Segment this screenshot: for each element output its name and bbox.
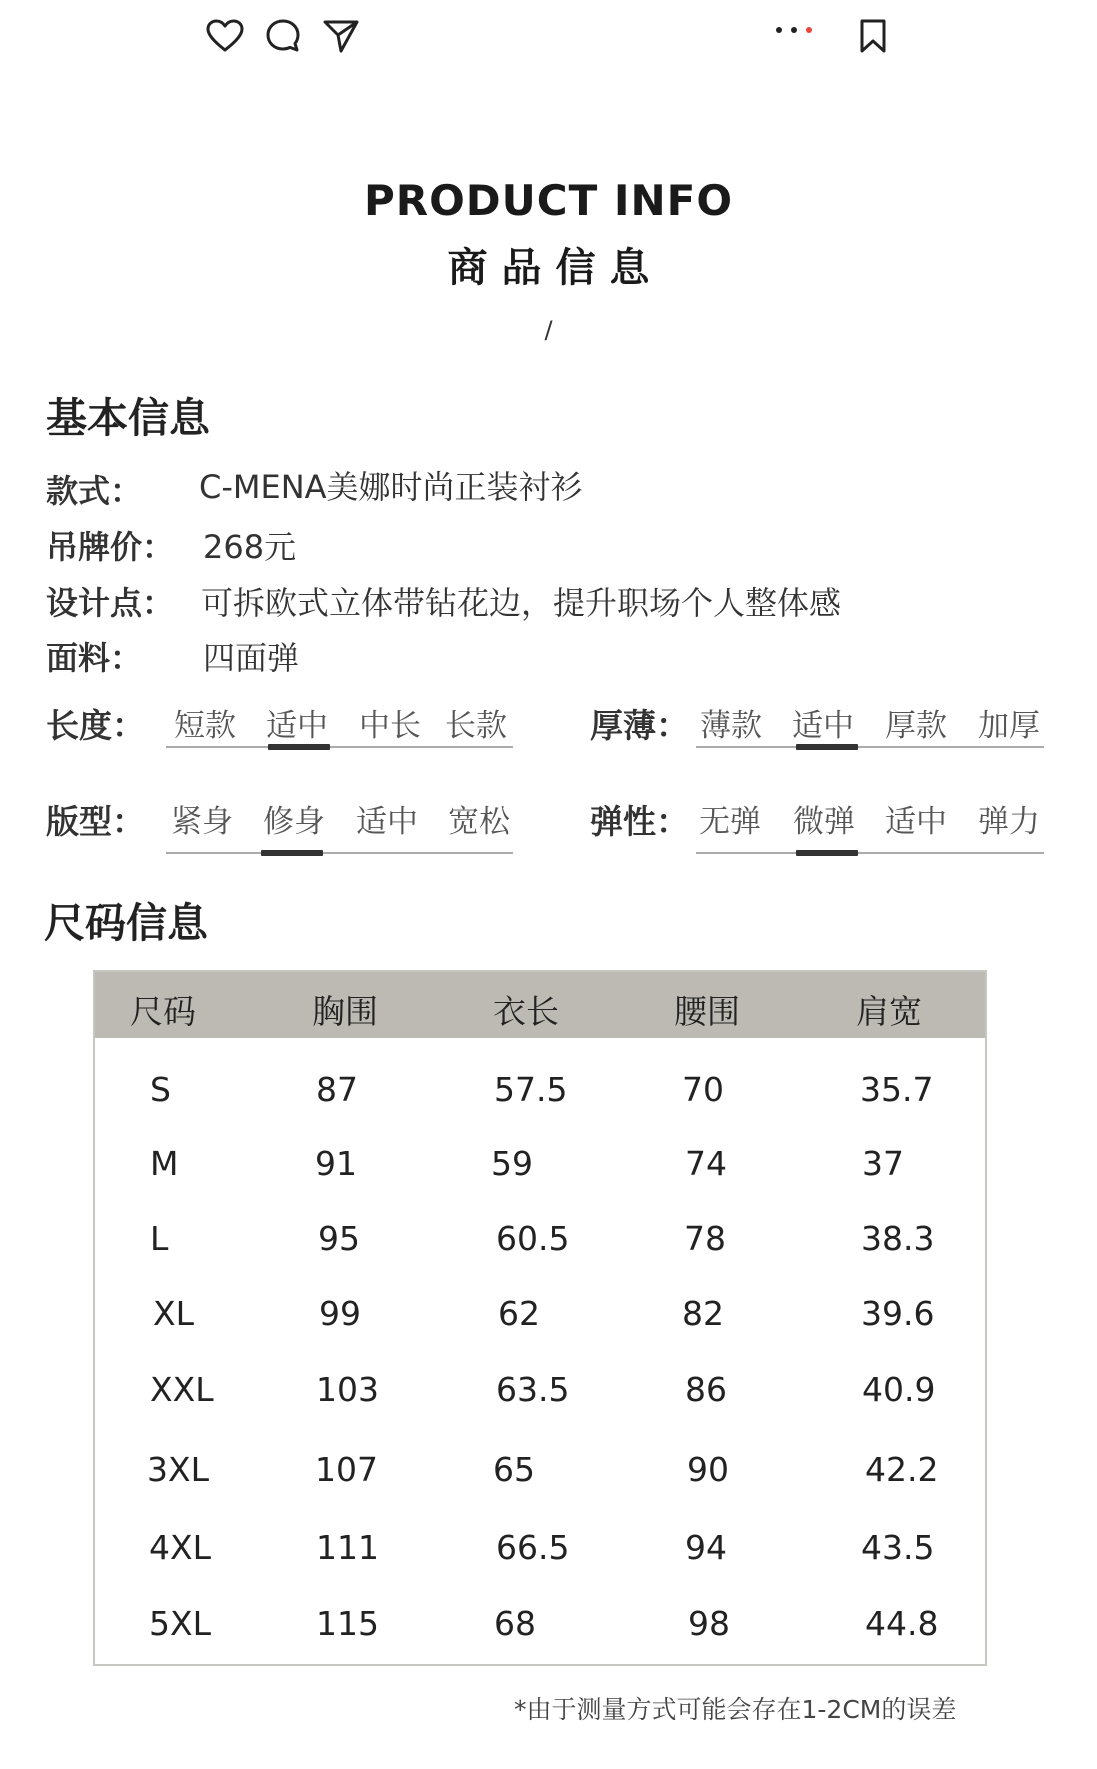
scale-option: 加厚 [978,708,1040,744]
cell-shoulder: 39.6 [861,1294,935,1333]
basic-info-title: 基本信息 [46,394,210,442]
scale-option: 宽松 [448,804,510,840]
table-header [95,972,985,1038]
bookmark-icon[interactable] [851,14,895,58]
scale-option: 适中 [885,804,947,840]
cell-shoulder: 43.5 [861,1528,935,1567]
scale-track [166,746,513,748]
product-info-subtitle: 商品信息 [447,245,664,291]
stretch-scale [590,796,1050,856]
info-value: 可拆欧式立体带钻花边，提升职场个人整体感 [201,584,842,622]
scale-option: 弹力 [978,804,1040,840]
cell-shoulder: 44.8 [865,1604,939,1643]
dot [776,27,782,33]
cell-length: 62 [498,1294,540,1333]
cell-chest: 99 [319,1294,361,1333]
header-chest: 胸围 [312,992,378,1031]
header-shoulder: 肩宽 [856,992,922,1031]
cell-chest: 103 [316,1370,379,1409]
cell-length: 59 [491,1144,533,1183]
scale-option: 紧身 [171,804,233,840]
scale-option: 适中 [266,708,328,744]
cell-shoulder: 42.2 [865,1450,939,1489]
size-table [93,970,987,1666]
header-size: 尺码 [130,992,196,1031]
cell-chest: 95 [318,1219,360,1258]
info-row-design [46,578,1046,624]
scale-option: 长款 [445,708,507,744]
info-label: 设计点： [46,584,175,622]
cell-shoulder: 35.7 [860,1070,934,1109]
info-value: 268元 [203,528,297,566]
cell-waist: 78 [684,1219,726,1258]
cell-chest: 115 [316,1604,379,1643]
comment-icon[interactable] [261,14,305,58]
cell-shoulder: 37 [862,1144,904,1183]
cell-chest: 107 [315,1450,378,1489]
cell-length: 65 [493,1450,535,1489]
scale-track [696,852,1044,854]
cell-waist: 94 [685,1528,727,1567]
header-waist: 腰围 [674,992,740,1031]
scale-option: 适中 [792,708,854,744]
info-row-price [46,522,1046,568]
scale-label: 版型： [46,802,145,841]
thickness-scale [590,700,1050,760]
share-icon[interactable] [319,14,363,58]
scale-label: 弹性： [590,802,689,841]
info-value: 四面弹 [203,639,300,677]
info-label: 吊牌价： [46,528,175,566]
fit-scale [46,796,516,856]
scale-option: 薄款 [700,708,762,744]
info-label: 面料： [46,639,143,677]
cell-size: S [150,1070,171,1109]
cell-size: 3XL [147,1450,209,1489]
cell-length: 60.5 [496,1219,570,1258]
cell-length: 57.5 [494,1070,568,1109]
size-info-title: 尺码信息 [44,899,208,947]
heart-icon[interactable] [203,14,247,58]
cell-waist: 98 [688,1604,730,1643]
scale-marker [268,744,330,750]
divider-slash: / [544,316,553,344]
cell-chest: 91 [315,1144,357,1183]
cell-size: 4XL [149,1528,211,1567]
scale-option: 无弹 [699,804,761,840]
measurement-footnote: *由于测量方式可能会存在1-2CM的误差 [514,1695,957,1724]
product-info-title: PRODUCT INFO [363,176,734,225]
cell-waist: 86 [685,1370,727,1409]
cell-chest: 111 [316,1528,379,1567]
scale-option: 适中 [356,804,418,840]
top-toolbar [0,0,1097,80]
scale-marker [261,850,323,856]
info-row-fabric [46,633,1046,679]
cell-chest: 87 [316,1070,358,1109]
scale-option: 厚款 [885,708,947,744]
cell-length: 63.5 [496,1370,570,1409]
cell-size: XL [153,1294,194,1333]
dot-indicator [806,27,812,33]
cell-size: M [150,1144,179,1183]
cell-size: L [150,1219,169,1258]
info-value: C-MENA美娜时尚正装衬衫 [199,468,583,506]
cell-size: 5XL [149,1604,211,1643]
cell-shoulder: 38.3 [861,1219,935,1258]
dot [791,27,797,33]
cell-shoulder: 40.9 [862,1370,936,1409]
scale-track [696,746,1044,748]
info-row-style [46,466,1046,512]
cell-size: XXL [150,1370,214,1409]
cell-waist: 82 [682,1294,724,1333]
cell-length: 66.5 [496,1528,570,1567]
scale-option: 修身 [263,804,325,840]
scale-option: 微弹 [793,804,855,840]
scale-track [166,852,513,854]
scale-marker [796,850,858,856]
cell-waist: 90 [687,1450,729,1489]
cell-length: 68 [494,1604,536,1643]
cell-waist: 70 [682,1070,724,1109]
cell-waist: 74 [685,1144,727,1183]
scale-label: 长度： [46,706,145,745]
scale-label: 厚薄： [590,706,689,745]
more-icon[interactable] [776,27,812,33]
info-label: 款式： [46,472,143,510]
scale-option: 短款 [174,708,236,744]
length-scale [46,700,516,760]
scale-marker [796,744,858,750]
header-length: 衣长 [493,992,559,1031]
scale-option: 中长 [359,708,421,744]
